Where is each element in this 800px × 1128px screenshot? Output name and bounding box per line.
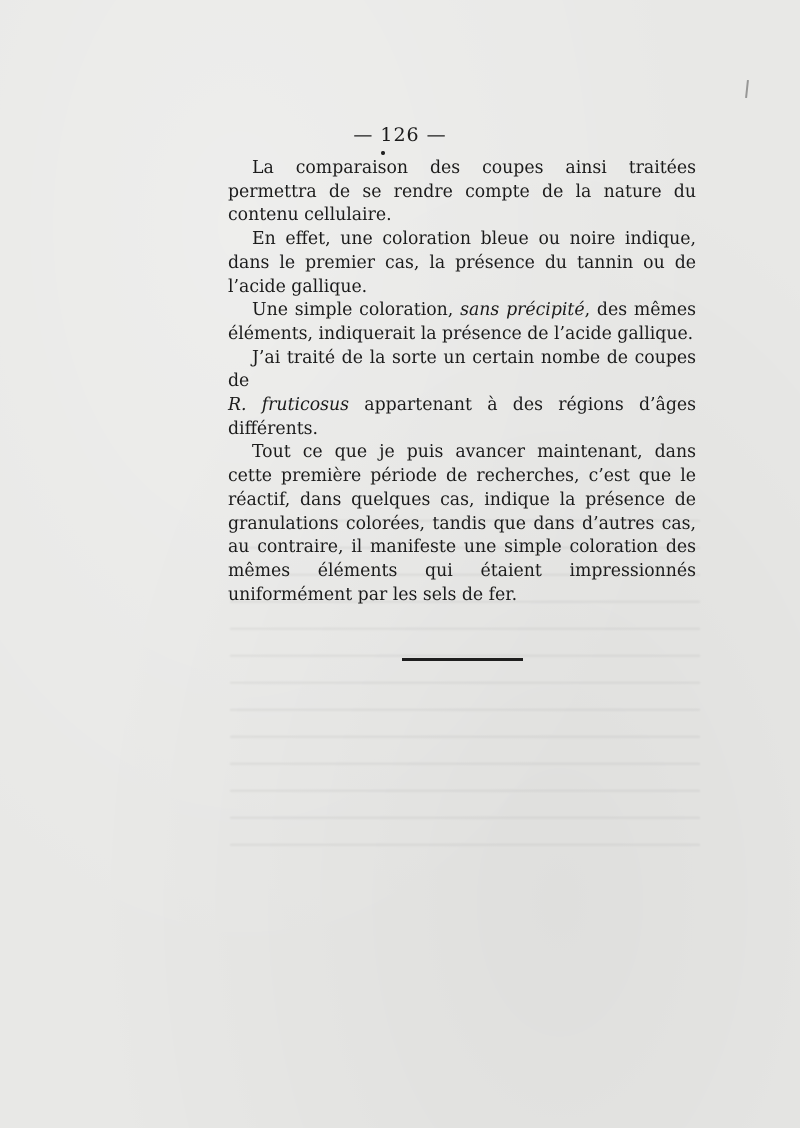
paragraph-3 xyxy=(228,299,696,346)
body-text xyxy=(228,157,696,607)
page-number: — 126 — xyxy=(353,124,447,146)
paragraph-4-end: appartenant à des régions d’âges différents. xyxy=(228,395,696,439)
section-rule xyxy=(402,658,523,661)
ink-dot xyxy=(381,151,385,155)
paper-mark xyxy=(745,80,749,98)
paragraph-3-end: , des mêmes éléments, indiquerait la présence de l’acide gallique. xyxy=(228,300,696,344)
paragraph-4: J’ai traité de la sorte un certain nombe de coupes de xyxy=(228,347,696,392)
species-name: R. fruticosus xyxy=(228,395,349,416)
paragraph-1: La comparaison des coupes ainsi traitées permettra de se rendre compte de la nature du contenu cellulaire. xyxy=(228,158,696,226)
paragraph-3-start: Une simple coloration, xyxy=(252,300,461,321)
paragraph-4-continuation xyxy=(228,394,696,441)
paragraph-5: Tout ce que je puis avancer maintenant, dans cette première période de recherches, c’est que le réactif, dans quelques cas, indique la présence de granulations colorées, tandis que dans d’autres cas, au contraire, il manifeste une simple coloration des mêmes éléments qui étaient impressionnés uniformément par les sels de fer. xyxy=(228,442,696,605)
paragraph-2: En effet, une coloration bleue ou noire indique, dans le premier cas, la présence du tannin ou de l’acide gallique. xyxy=(228,229,696,297)
italic-phrase: sans précipité xyxy=(460,300,585,321)
